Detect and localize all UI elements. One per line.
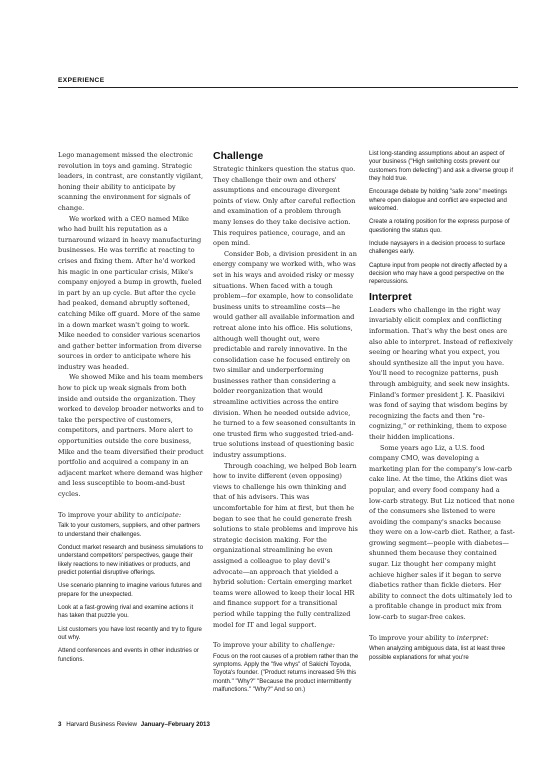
paragraph: Leaders who challenge in the right way invariably elicit complex and conflicting information. That's why the best ones are also able to interpret. Instead of reflexively seeing or hearing what you expect, you should synthesize all the input you have. You'll need to recognize patterns, push through ambiguity, and seek new insights. Finland's former president J. K. Paasikivi was fond of saying that wisdom begins by recognizing the facts and then "re-cognizing," or rethinking, them to expose their hidden implications.	[369, 305, 513, 441]
issue-date: January–February 2013	[140, 721, 210, 728]
tip-item: Include naysayers in a decision process to surface challenges early.	[369, 240, 506, 256]
tip-item: List customers you have lost recently and try to figure out why.	[58, 625, 202, 641]
tip-item: Create a rotating position for the express purpose of questioning the status quo.	[369, 218, 510, 234]
tip-item: Use scenario planning to imagine various futures and prepare for the unexpected.	[58, 582, 202, 598]
tip-item: Focus on the root causes of a problem rather than the symptoms. Apply the "five whys" of Sakichi Toyoda, Toyota's founder. ("Product returns increased 5% this month." "Why?" "Because the product intermittently malfunctions." "Why?" And so on.)	[213, 652, 359, 694]
paragraph: Through coaching, we helped Bob learn how to invite different (even opposing) views to challenge his own thinking and that of his advisers. This was uncomfortable for him at first, but then he began to see that he could generate fresh solutions to stale problems and improve his strategic decision making. For the organizational streamlining he even assigned a colleague to play devil's advocate—an approach that yielded a hybrid solution: Certain emerging market teams were allowed to keep their local HR and finance support for a transitional period while tapping the fully centralized model for IT and legal support.	[213, 461, 358, 629]
paragraph: We showed Mike and his team members how to pick up weak signals from both inside and outside the organization. They worked to develop broader networks and to take the perspective of customers, competitors, and partners. More alert to opportunities outside the core business, Mike and the team diversified their product portfolio and acquired a company in an adjacent market where demand was higher and less susceptible to boom-and-bust cycles.	[58, 373, 204, 498]
column-1	[58, 150, 204, 669]
page-footer	[58, 721, 210, 728]
tip-item: Look at a fast-growing rival and examine actions it has taken that puzzle you.	[58, 603, 194, 620]
tip-item: Conduct market research and business simulations to understand competitors' perspectives, gauge their likely reactions to new initiatives or products, and predict potential disruptive offerings.	[58, 543, 203, 576]
tip-item: Encourage debate by holding "safe zone" meetings where open dialogue and conflict are expected and welcomed.	[369, 188, 508, 213]
page-header	[58, 77, 518, 88]
magazine-name: Harvard Business Review	[66, 721, 138, 728]
paragraph: Strategic thinkers question the status quo. They challenge their own and others' assumptions and encourage divergent points of view. Only after careful reflection and examination of a problem through many lenses do they take decisive action. This requires patience, courage, and an open mind.	[213, 165, 356, 248]
tip-item: List long-standing assumptions about an aspect of your business ("High switching costs prevent our customers from defecting") and ask a diverse group if they hold true.	[369, 150, 514, 183]
column-3	[369, 150, 515, 667]
section-heading: Interpret	[369, 290, 412, 303]
paragraph: Some years ago Liz, a U.S. food company CMO, was developing a marketing plan for the company's low-carb cake line. At the time, the Atkins diet was popular, and every food company had a low-carb strategy. But Liz noticed that none of the consumers she listened to were avoiding the company's snacks because they were on a low-carb diet. Rather, a fast-growing segment—people with diabetes—shunned them because they contained sugar. Liz thought her company might achieve higher sales if it began to serve diabetics rather than fickle dieters. Her ability to connect the dots ultimately led to a profitable change in product mix from low-carb to sugar-free cakes.	[369, 443, 515, 622]
tips-intro: To improve your ability to anticipate:	[58, 510, 182, 519]
tip-item: Attend conferences and events in other industries or functions.	[58, 647, 199, 663]
tips-intro: To improve your ability to challenge:	[213, 641, 335, 650]
page-number: 3	[58, 721, 62, 728]
tip-item: Talk to your customers, suppliers, and other partners to understand their challenges.	[58, 522, 200, 538]
paragraph: We worked with a CEO named Mike who had built his reputation as a turnaround wizard in heavy manufacturing businesses. He was terrific at reacting to crises and fixing them. After he'd worked his magic in one particular crisis, Mike's company enjoyed a bump in growth, fueled in part by an up cycle. But after the cycle had peaked, demand abruptly softened, catching Mike off guard. More of the same in a down market wasn't going to work. Mike needed to consider various scenarios and gather better information from diverse sources in order to anticipate where his industry was headed.	[58, 214, 202, 371]
section-heading: Challenge	[213, 150, 264, 162]
tips-intro: To improve your ability to interpret:	[369, 633, 489, 642]
section-label: EXPERIENCE	[58, 77, 105, 84]
tip-item: Capture input from people not directly affected by a decision who may have a good perspective on the repercussions.	[369, 261, 508, 286]
column-2	[213, 150, 359, 699]
header-rule	[58, 87, 518, 88]
tip-item: When analyzing ambiguous data, list at least three possible explanations for what you're	[369, 645, 506, 661]
paragraph: Consider Bob, a division president in an energy company we worked with, who was set in his ways and avoided risky or messy situations. When faced with a tough problem—for example, how to consolidate business units to streamline costs—he would gather all available information and retreat alone into his office. His solutions, although well thought out, were predictable and rarely innovative. In the consolidation case he focused entirely on two similar and underperforming businesses rather than considering a bolder reorganization that would streamline activities across the entire division. When he needed outside advice, he turned to a few seasoned consultants in one trusted firm who suggested tried-and-true solutions instead of questioning basic industry assumptions.	[213, 249, 357, 460]
paragraph: Lego management missed the electronic revolution in toys and gaming. Strategic leaders, in contrast, are constantly vigilant, honing their ability to anticipate by scanning the environment for signals of change.	[58, 151, 204, 212]
